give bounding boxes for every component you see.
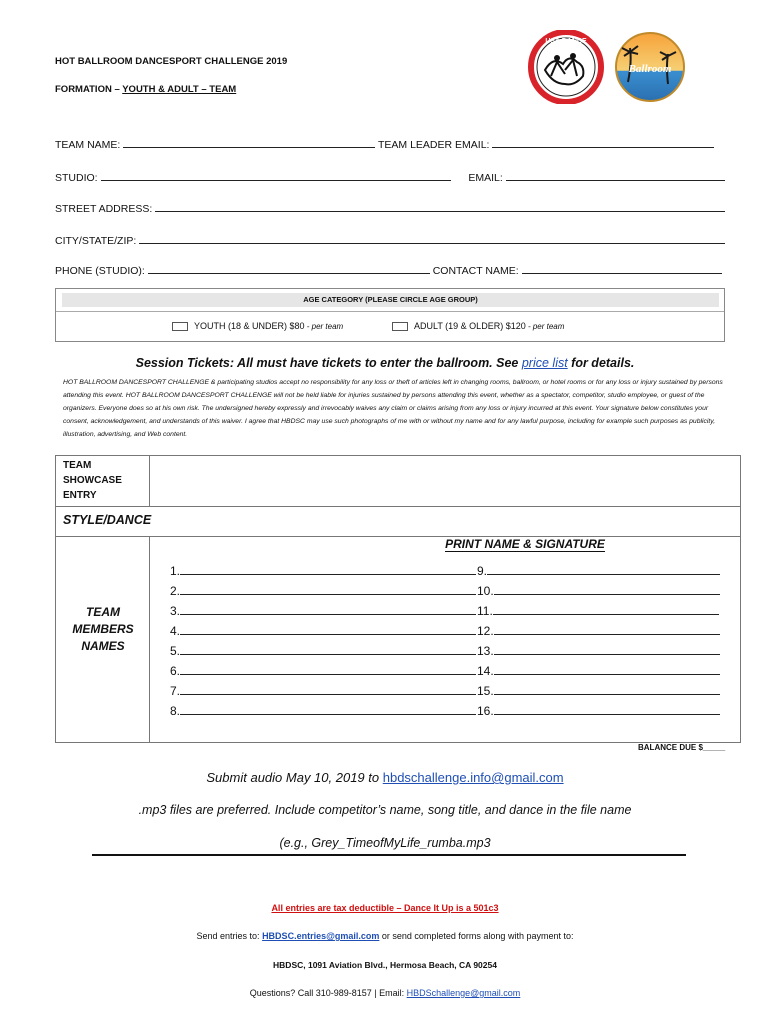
send-entries-suffix: or send completed forms along with payment to:: [379, 931, 574, 941]
adult-suffix: - per team: [525, 322, 565, 331]
member-name-field[interactable]: [494, 585, 720, 595]
age-category-title: AGE CATEGORY (PLEASE CIRCLE AGE GROUP): [62, 293, 719, 307]
member-name-field[interactable]: [180, 645, 476, 655]
member-name-field[interactable]: [494, 685, 720, 695]
member-number: 6.: [170, 664, 181, 678]
phone-studio-field[interactable]: [148, 264, 430, 274]
youth-checkbox[interactable]: [172, 322, 188, 331]
street-address-label: STREET ADDRESS:: [55, 203, 153, 215]
youth-option[interactable]: [172, 321, 343, 331]
member-number: 11.: [477, 604, 493, 618]
member-number: 15.: [477, 684, 494, 698]
team-leader-email-field[interactable]: [492, 138, 714, 148]
member-name-field[interactable]: [180, 605, 476, 615]
city-state-zip-field[interactable]: [139, 234, 725, 244]
questions-prefix: Questions? Call 310-989-8157 | Email:: [249, 988, 407, 998]
street-address-row: [55, 202, 725, 215]
team-name-label: TEAM NAME:: [55, 139, 121, 151]
team-name-row: [55, 138, 725, 151]
contact-name-label: CONTACT NAME:: [432, 265, 519, 277]
submit-audio-line: [0, 770, 770, 785]
member-name-field[interactable]: [180, 685, 476, 695]
city-state-zip-label: CITY/STATE/ZIP:: [55, 235, 137, 247]
member-number: 16.: [477, 704, 494, 718]
usa-dance-logo-text: USA DANCE: [545, 38, 587, 45]
team-showcase-entry-label: TEAM SHOWCASE ENTRY: [63, 460, 122, 501]
phone-contact-row: [55, 264, 730, 277]
file-name-example: (e.g., Grey_TimeofMyLife_rumba.mp3: [279, 836, 491, 850]
member-line-left[interactable]: [170, 664, 476, 678]
member-line-left[interactable]: [170, 704, 476, 718]
member-line-right[interactable]: [477, 684, 720, 698]
member-line-left[interactable]: [170, 604, 476, 618]
member-name-field[interactable]: [494, 645, 720, 655]
member-name-field[interactable]: [180, 705, 476, 715]
balance-due: BALANCE DUE $_____: [638, 743, 726, 752]
submit-audio-email-link[interactable]: hbdschallenge.info@gmail.com: [382, 770, 564, 785]
form-subtitle-underlined: YOUTH & ADULT – TEAM: [122, 84, 237, 95]
session-tickets-heading: [0, 356, 770, 370]
member-line-left[interactable]: [170, 684, 476, 698]
youth-suffix: - per team: [304, 322, 344, 331]
member-name-field[interactable]: [494, 625, 720, 635]
city-state-zip-row: [55, 234, 730, 247]
contact-name-field[interactable]: [522, 264, 722, 274]
member-line-right[interactable]: [477, 644, 720, 658]
member-line-left[interactable]: [170, 584, 476, 598]
questions-line: [0, 988, 770, 998]
member-name-field[interactable]: [180, 585, 476, 595]
member-line-right[interactable]: [477, 664, 720, 678]
send-entries-email-link[interactable]: HBDSC.entries@gmail.com: [262, 931, 380, 941]
member-line-left[interactable]: [170, 624, 476, 638]
team-name-field[interactable]: [123, 138, 375, 148]
mailing-address: HBDSC, 1091 Aviation Blvd., Hermosa Beach, CA 90254: [273, 960, 497, 970]
email-field[interactable]: [506, 171, 725, 181]
member-number: 7.: [170, 684, 181, 698]
showcase-entry-cell[interactable]: [150, 456, 740, 507]
adult-checkbox[interactable]: [392, 322, 408, 331]
style-dance-label: STYLE/DANCE: [63, 513, 152, 527]
print-name-heading-text: PRINT NAME & SIGNATURE: [445, 537, 605, 551]
send-entries-line: [0, 931, 770, 941]
send-entries-prefix: Send entries to:: [196, 931, 263, 941]
waiver-text: HOT BALLROOM DANCESPORT CHALLENGE & participating studios accept no responsibility for any loss or theft of articles left in changing rooms, ballroom, or hotel rooms or for any loss or injury sustained by persons attending this event. HOT BALLROOM DANCESPORT CHALLENGE will not be held liable for injuries sustained by persons attending this event, whether as a spectator, competitor, studio employee, or guest of the organizers. Everyone does so at his own risk. The undersigned hereby expressly and irrevocably waives any claim or claims arising from any loss or injury incurred at this event. Your signature below constitutes your consent, acknowledgement, and understands of this waiver. I agree that HBDSC may use such photographs of me with or without my name and for any lawful purpose, including for example such purposes as publicity, illustration, advertising, and Web content.: [63, 379, 723, 438]
submit-audio-prefix: Submit audio May 10, 2019 to: [206, 770, 383, 785]
style-dance-row[interactable]: [56, 507, 740, 537]
questions-email-link[interactable]: HBDSchallenge@gmail.com: [406, 988, 521, 998]
member-number: 14.: [477, 664, 494, 678]
member-line-right[interactable]: [477, 604, 719, 618]
team-members-names-label: TEAM MEMBERS NAMES: [72, 605, 134, 653]
studio-field[interactable]: [101, 171, 451, 181]
session-heading-prefix: Session Tickets: All must have tickets to enter the ballroom. See: [135, 356, 522, 370]
member-number: 12.: [477, 624, 494, 638]
member-number: 1.: [170, 564, 181, 578]
email-label: EMAIL:: [468, 172, 503, 184]
member-line-right[interactable]: [477, 624, 720, 638]
member-number: 13.: [477, 644, 494, 658]
member-line-left[interactable]: [170, 644, 476, 658]
member-name-field[interactable]: [494, 705, 720, 715]
usa-dance-logo: [527, 30, 605, 104]
member-line-right[interactable]: [477, 564, 720, 578]
member-line-right[interactable]: [477, 704, 720, 718]
mp3-note: .mp3 files are preferred. Include competitor’s name, song title, and dance in the file name: [138, 803, 632, 817]
member-number: 4.: [170, 624, 181, 638]
form-subtitle: [55, 84, 236, 95]
member-line-right[interactable]: [477, 584, 720, 598]
member-number: 5.: [170, 644, 181, 658]
member-line-left[interactable]: [170, 564, 476, 578]
age-category-box: [55, 288, 725, 342]
youth-label: YOUTH (18 & UNDER) $80: [194, 321, 305, 331]
team-leader-email-label: TEAM LEADER EMAIL:: [378, 139, 490, 151]
adult-label: ADULT (19 & OLDER) $120: [414, 321, 526, 331]
studio-row: [55, 171, 725, 184]
member-name-field[interactable]: [494, 665, 720, 675]
form-subtitle-prefix: FORMATION –: [55, 84, 123, 95]
studio-label: STUDIO:: [55, 172, 98, 184]
team-entry-table: [55, 455, 741, 743]
member-number: 9.: [477, 564, 488, 578]
member-name-field[interactable]: [493, 605, 719, 615]
form-title: HOT BALLROOM DANCESPORT CHALLENGE 2019: [55, 56, 288, 67]
member-number: 3.: [170, 604, 181, 618]
member-name-field[interactable]: [487, 565, 720, 575]
member-number: 10.: [477, 584, 494, 598]
phone-studio-label: PHONE (STUDIO):: [55, 265, 145, 277]
member-name-field[interactable]: [180, 565, 476, 575]
member-name-field[interactable]: [180, 625, 476, 635]
member-number: 8.: [170, 704, 181, 718]
adult-option[interactable]: [392, 321, 564, 331]
divider-line: [92, 854, 686, 856]
price-list-link[interactable]: price list: [521, 356, 568, 370]
street-address-field[interactable]: [155, 202, 725, 212]
ballroom-logo: [614, 30, 686, 104]
ballroom-logo-text: Ballroom: [628, 63, 672, 75]
session-heading-suffix: for details.: [567, 356, 635, 370]
print-name-signature-heading: [150, 537, 740, 552]
member-name-field[interactable]: [180, 665, 476, 675]
member-number: 2.: [170, 584, 181, 598]
tax-deductible-note: All entries are tax deductible – Dance It Up is a 501c3: [271, 903, 499, 913]
